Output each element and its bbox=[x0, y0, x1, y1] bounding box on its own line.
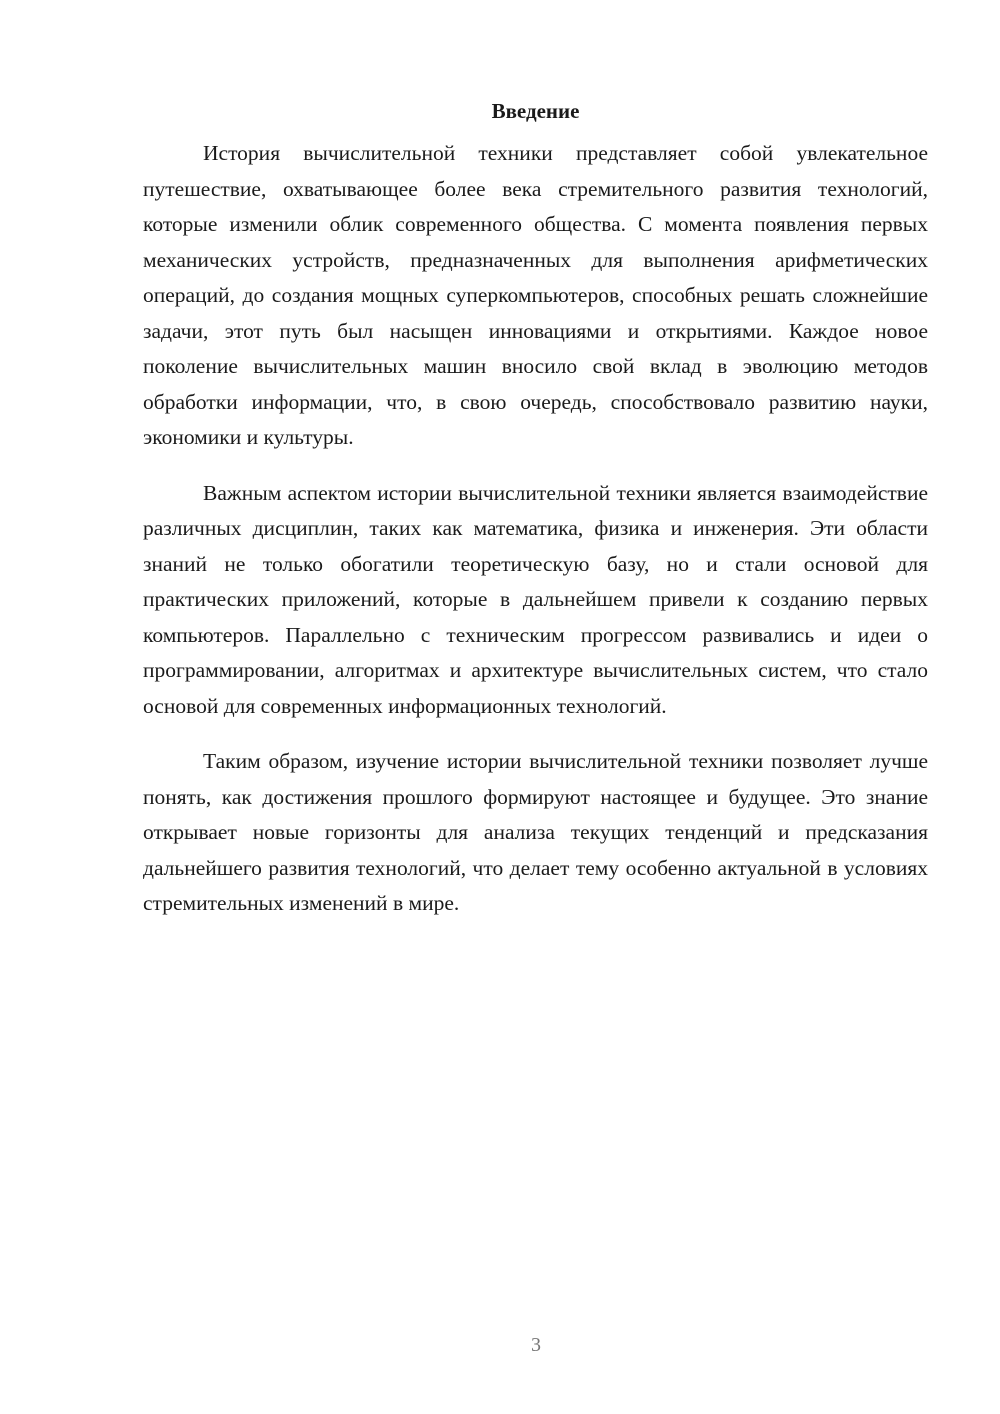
page-number: 3 bbox=[531, 1334, 541, 1356]
paragraph-1: История вычислительной техники представляет собой увлекательное путешествие, охватывающее более века стремительного развития технологий, которые изменили облик современного общества. С момента появления первых механических устройств, предназначенных для выполнения арифметических операций, до создания мощных суперкомпьютеров, способных решать сложнейшие задачи, этот путь был насыщен инновациями и открытиями. Каждое новое поколение вычислительных машин вносило свой вклад в эволюцию методов обработки информации, что, в свою очередь, способствовало развитию науки, экономики и культуры. bbox=[143, 141, 928, 449]
page-content bbox=[143, 96, 928, 942]
paragraph-3: Таким образом, изучение истории вычислительной техники позволяет лучше понять, как достижения прошлого формируют настоящее и будущее. Это знание открывает новые горизонты для анализа текущих тенденций и предсказания дальнейшего развития технологий, что делает тему особенно актуальной в условиях стремительных изменений в мире. bbox=[143, 749, 928, 915]
page-title: Введение bbox=[491, 99, 580, 123]
paragraph-2: Важным аспектом истории вычислительной техники является взаимодействие различных дисциплин, таких как математика, физика и инженерия. Эти области знаний не только обогатили теоретическую базу, но и стали основой для практических приложений, которые в дальнейшем привели к созданию первых компьютеров. Параллельно с техническим прогрессом развивались и идеи о программировании, алгоритмах и архитектуре вычислительных систем, что стало основой для современных информационных технологий. bbox=[143, 480, 928, 718]
